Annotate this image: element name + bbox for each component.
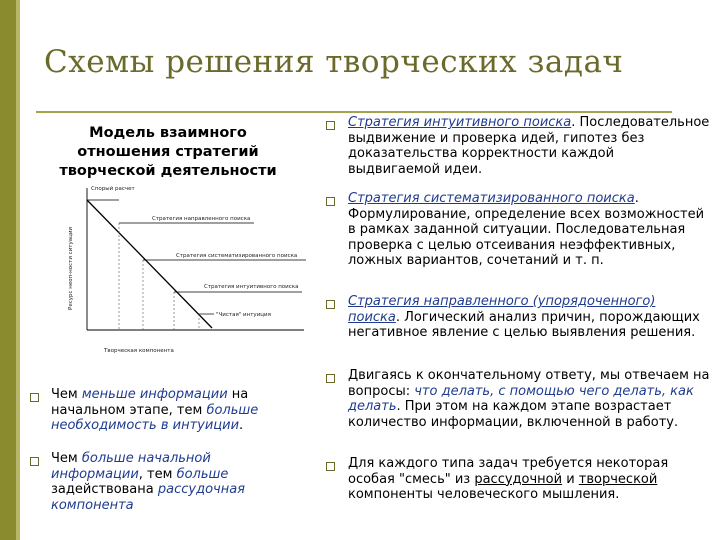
diagram-x-label: Творческая компонента [104, 348, 174, 354]
bullet-icon [30, 393, 39, 402]
right-item-systematic: Стратегия систематизированного поиска. Формулирование, определение всех возможностей в рамках заданной ситуации. Последовательная проверка с целью отсеивания неэффективных, ложных вариантов, сочетаний и т. п. [348, 191, 705, 268]
diagram-label-4: Стратегия интуитивного поиска [204, 284, 299, 290]
left-bullet-1: Чем меньше информации на начальном этапе, тем больше необходимость в интуиции. [51, 387, 259, 433]
bullet-icon [326, 374, 335, 383]
diagram-label-2: Стратегия направленного поиска [152, 216, 251, 222]
bullet-icon [30, 457, 39, 466]
diagram-label-1: Спорый расчет [91, 186, 135, 192]
right-item-intuitive: Стратегия интуитивного поиска. Последовательное выдвижение и проверка идей, гипотез без доказательства корректности каждой выдвигаемой идеи. [348, 115, 710, 177]
bullet-icon [326, 462, 335, 471]
diagram-heading: Модель взаимного отношения стратегий творческой деятельности [59, 125, 277, 179]
bullet-icon [326, 121, 335, 130]
strategy-diagram [64, 180, 314, 360]
right-item-questions: Двигаясь к окончательному ответу, мы отвечаем на вопросы: что делать, с помощью чего делать, как делать. При этом на каждом этапе возрастает количество информации, включенной в работу. [348, 368, 710, 430]
right-item-mix: Для каждого типа задач требуется некоторая особая "смесь" из рассудочной и творческой компоненты человеческого мышления. [348, 456, 669, 502]
diagram-y-label: Ресурс неоп-ности ситуации [68, 227, 74, 310]
bullet-icon [326, 300, 335, 309]
right-item-directed: Стратегия направленного (упорядоченного) поиска. Логический анализ причин, порождающих негативное явление с целью выявления решения. [348, 294, 700, 340]
left-bullet-2: Чем больше начальной информации, тем больше задействована рассудочная компонента [51, 451, 246, 513]
bullet-icon [326, 197, 335, 206]
diagram-label-5: "Чистая" интуиция [216, 312, 271, 318]
slide-title: Схемы решения творческих задач [44, 44, 624, 80]
title-divider [36, 111, 672, 113]
diagram-label-3: Стратегия систематизированного поиска [176, 253, 298, 259]
decorative-side-stripe [16, 0, 20, 540]
decorative-side-bar [0, 0, 16, 540]
